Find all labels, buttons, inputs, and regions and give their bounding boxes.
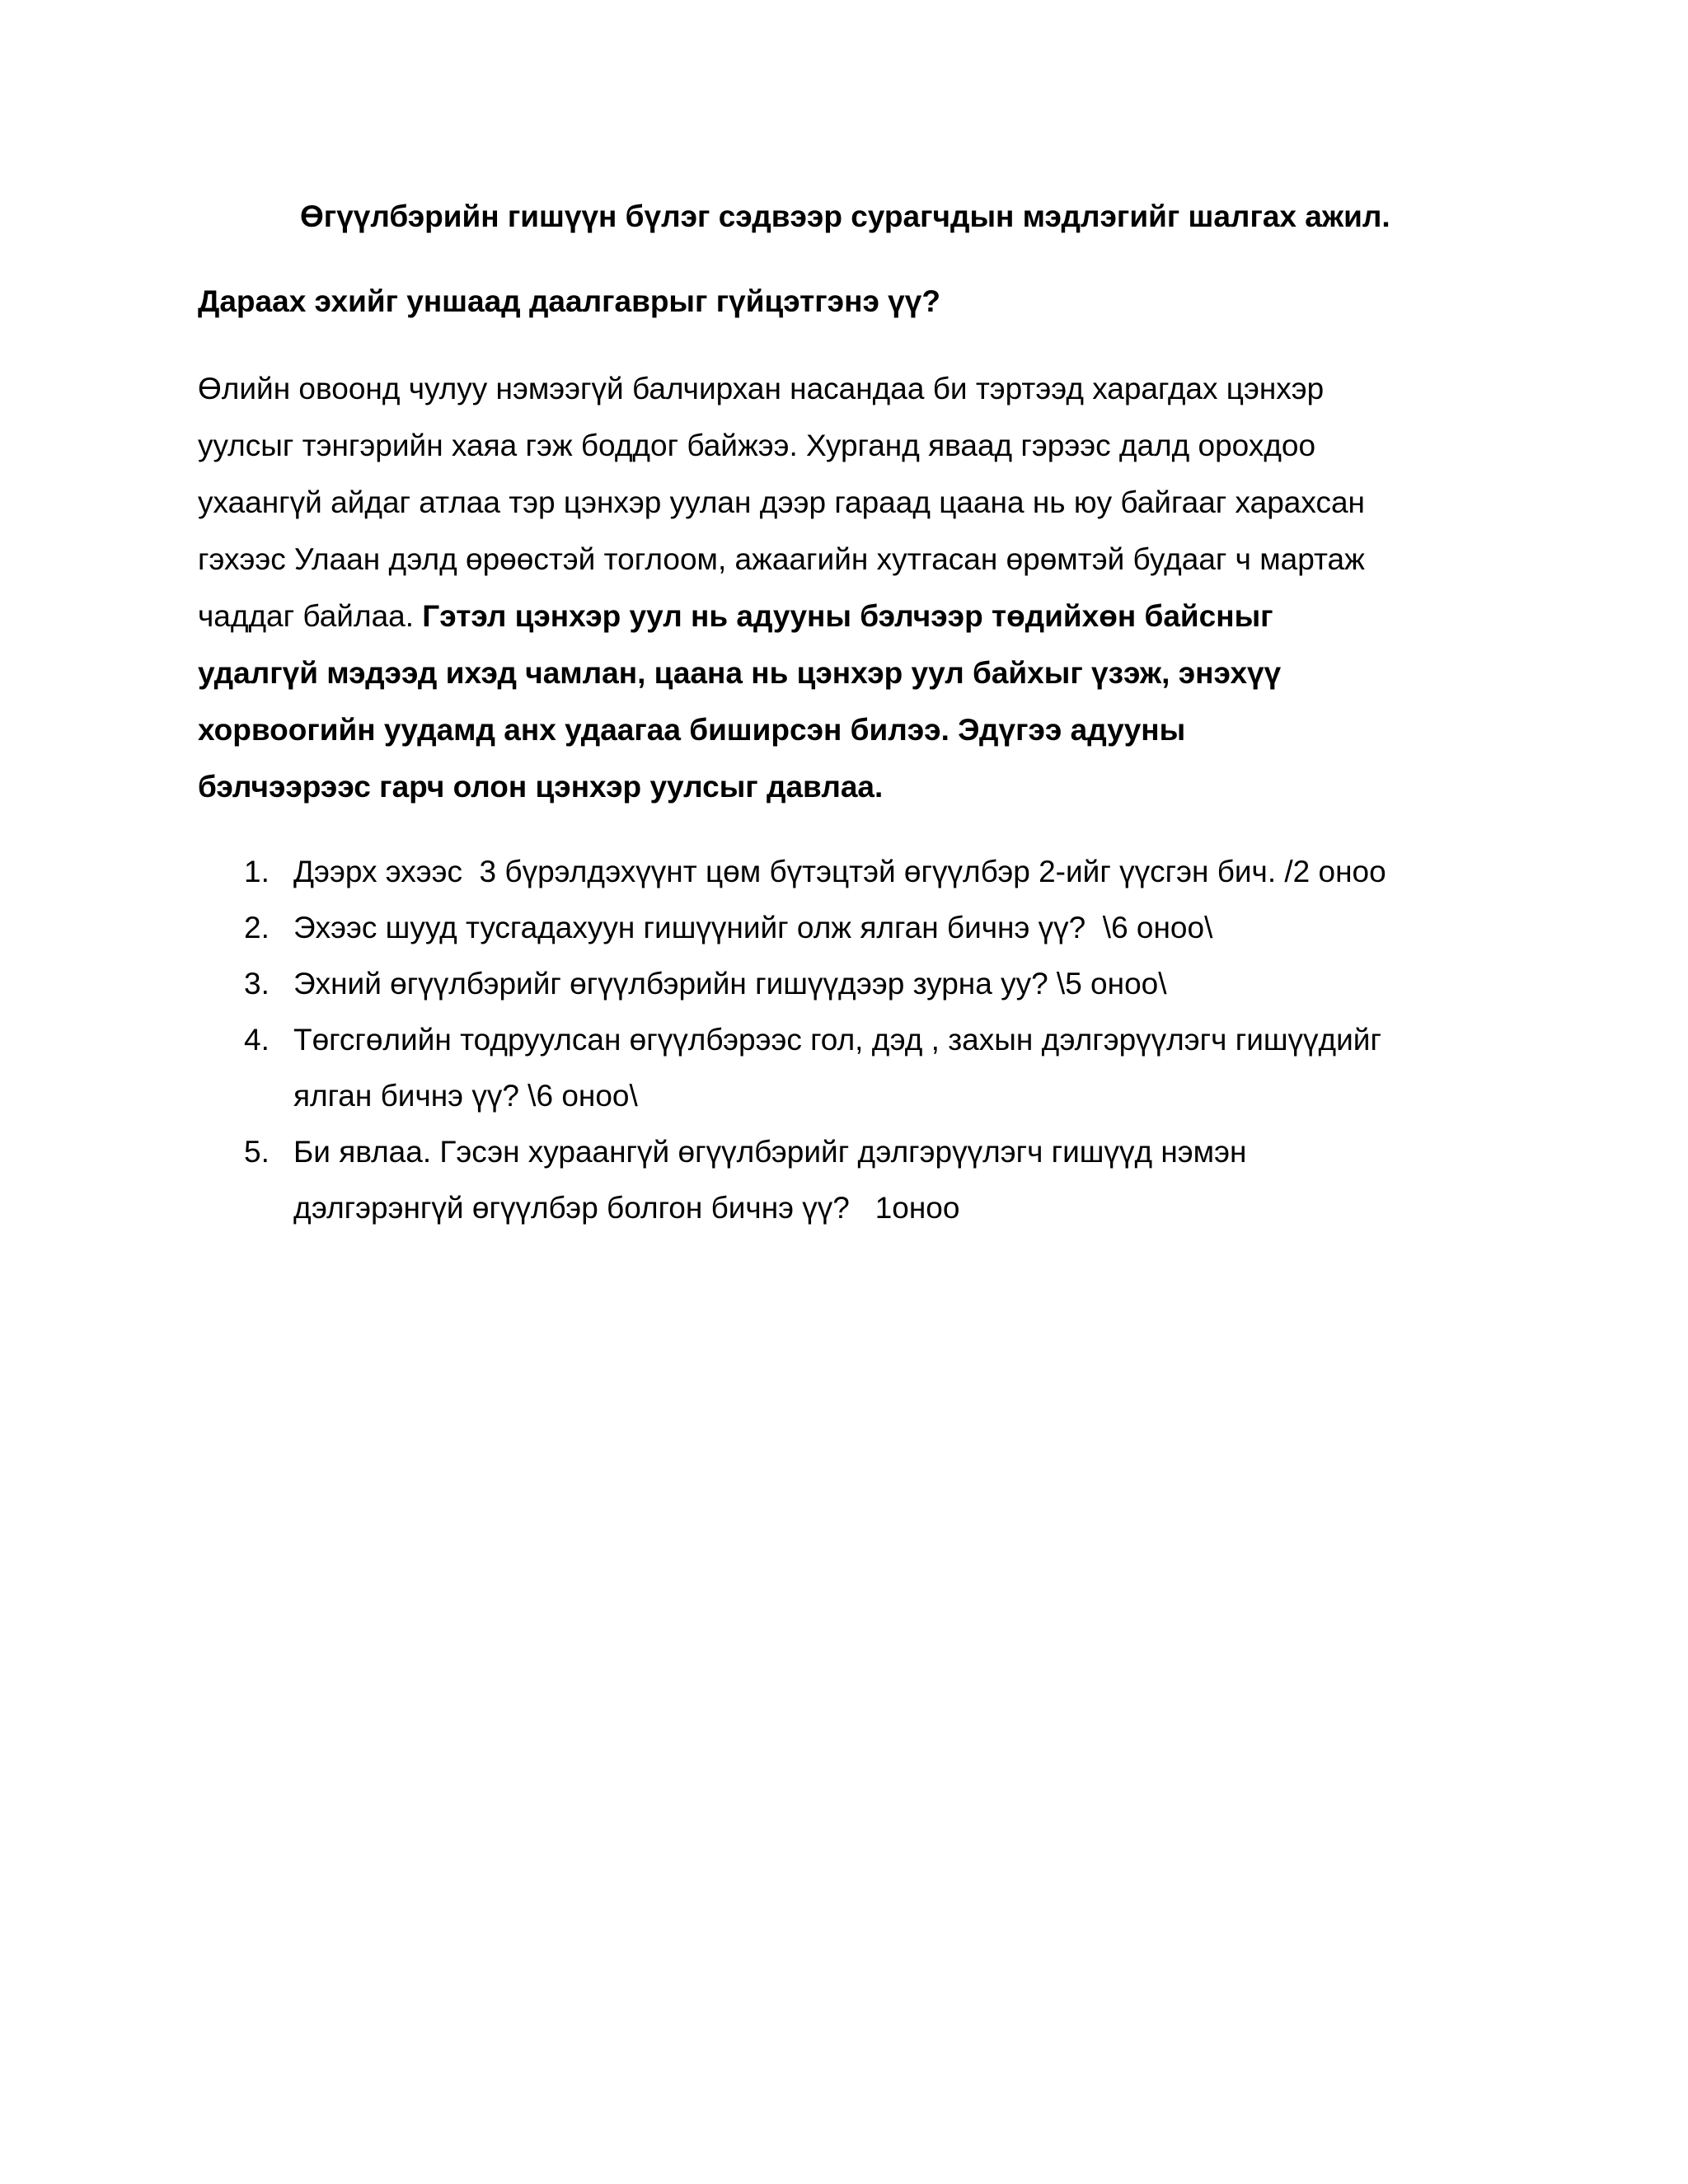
task-text: Би явлаа. Гэсэн хураангүй өгүүлбэрийг дэлгэрүүлэгч гишүүд нэмэн <box>293 1135 1247 1169</box>
passage-bold-line: бэлчээрээс гарч олон цэнхэр уулсыг давлаа. <box>198 770 884 804</box>
task-number: 3. <box>244 967 270 1001</box>
task-item <box>198 956 1517 1012</box>
task-item <box>198 900 1517 956</box>
passage-line <box>198 588 1484 644</box>
task-number: 5. <box>244 1135 270 1169</box>
passage-line: гэхээс Улаан дэлд өрөөстэй тоглоом, ажаагийн хутгасан өрөмтэй будааг ч мартаж <box>198 542 1365 576</box>
task-text: ялган бичнэ үү? \6 оноо\ <box>293 1079 638 1113</box>
task-item <box>198 1012 1517 1124</box>
task-text: дэлгэрэнгүй өгүүлбэр болгон бичнэ үү? 1оноо <box>293 1191 960 1225</box>
task-text: Төгсгөлийн тодруулсан өгүүлбэрээс гол, дэд , захын дэлгэрүүлэгч гишүүдийг <box>293 1023 1381 1057</box>
task-text: Эхээс шууд тусгадахуун гишүүнийг олж ялган бичнэ үү? \6 оноо\ <box>293 911 1213 944</box>
task-list <box>198 844 1517 1236</box>
passage-line: ухаангүй айдаг атлаа тэр цэнхэр уулан дээр гараад цаана нь юу байгааг харахсан <box>198 485 1365 519</box>
instruction-heading: Дараах эхийг уншаад даалгаврыг гүйцэтгэнэ үү? <box>198 284 940 318</box>
passage-line: Өлийн овоонд чулуу нэмээгүй балчирхан насандаа би тэртээд харагдах цэнхэр <box>198 372 1325 405</box>
passage-text: чаддаг байлаа. <box>198 599 423 633</box>
task-number: 1. <box>244 855 270 888</box>
task-number: 4. <box>244 1023 270 1057</box>
task-text: Эхний өгүүлбэрийг өгүүлбэрийн гишүүдээр зурна уу? \5 оноо\ <box>293 967 1167 1001</box>
passage-bold-line: удалгүй мэдээд ихэд чамлан, цаана нь цэнхэр уул байхыг үзэж, энэхүү <box>198 656 1282 690</box>
document-title: Өгүүлбэрийн гишүүн бүлэг сэдвээр сурагчдын мэдлэгийг шалгах ажил. <box>300 199 1390 233</box>
task-number: 2. <box>244 911 270 944</box>
task-text: Дээрх эхээс 3 бүрэлдэхүүнт цөм бүтэцтэй өгүүлбэр 2-ийг үүсгэн бич. /2 оноо <box>293 855 1386 888</box>
passage-bold-text: Гэтэл цэнхэр уул нь адууны бэлчээр төдийхөн байсныг <box>422 599 1273 633</box>
passage-bold-line: хорвоогийн уудамд анх удаагаа биширсэн билээ. Эдүгээ адууны <box>198 713 1186 747</box>
passage-line: уулсыг тэнгэрийн хаяа гэж боддог байжээ. Хурганд яваад гэрээс далд орохдоо <box>198 429 1316 462</box>
task-item <box>198 1124 1517 1236</box>
reading-passage <box>198 360 1484 815</box>
task-item <box>198 844 1517 900</box>
